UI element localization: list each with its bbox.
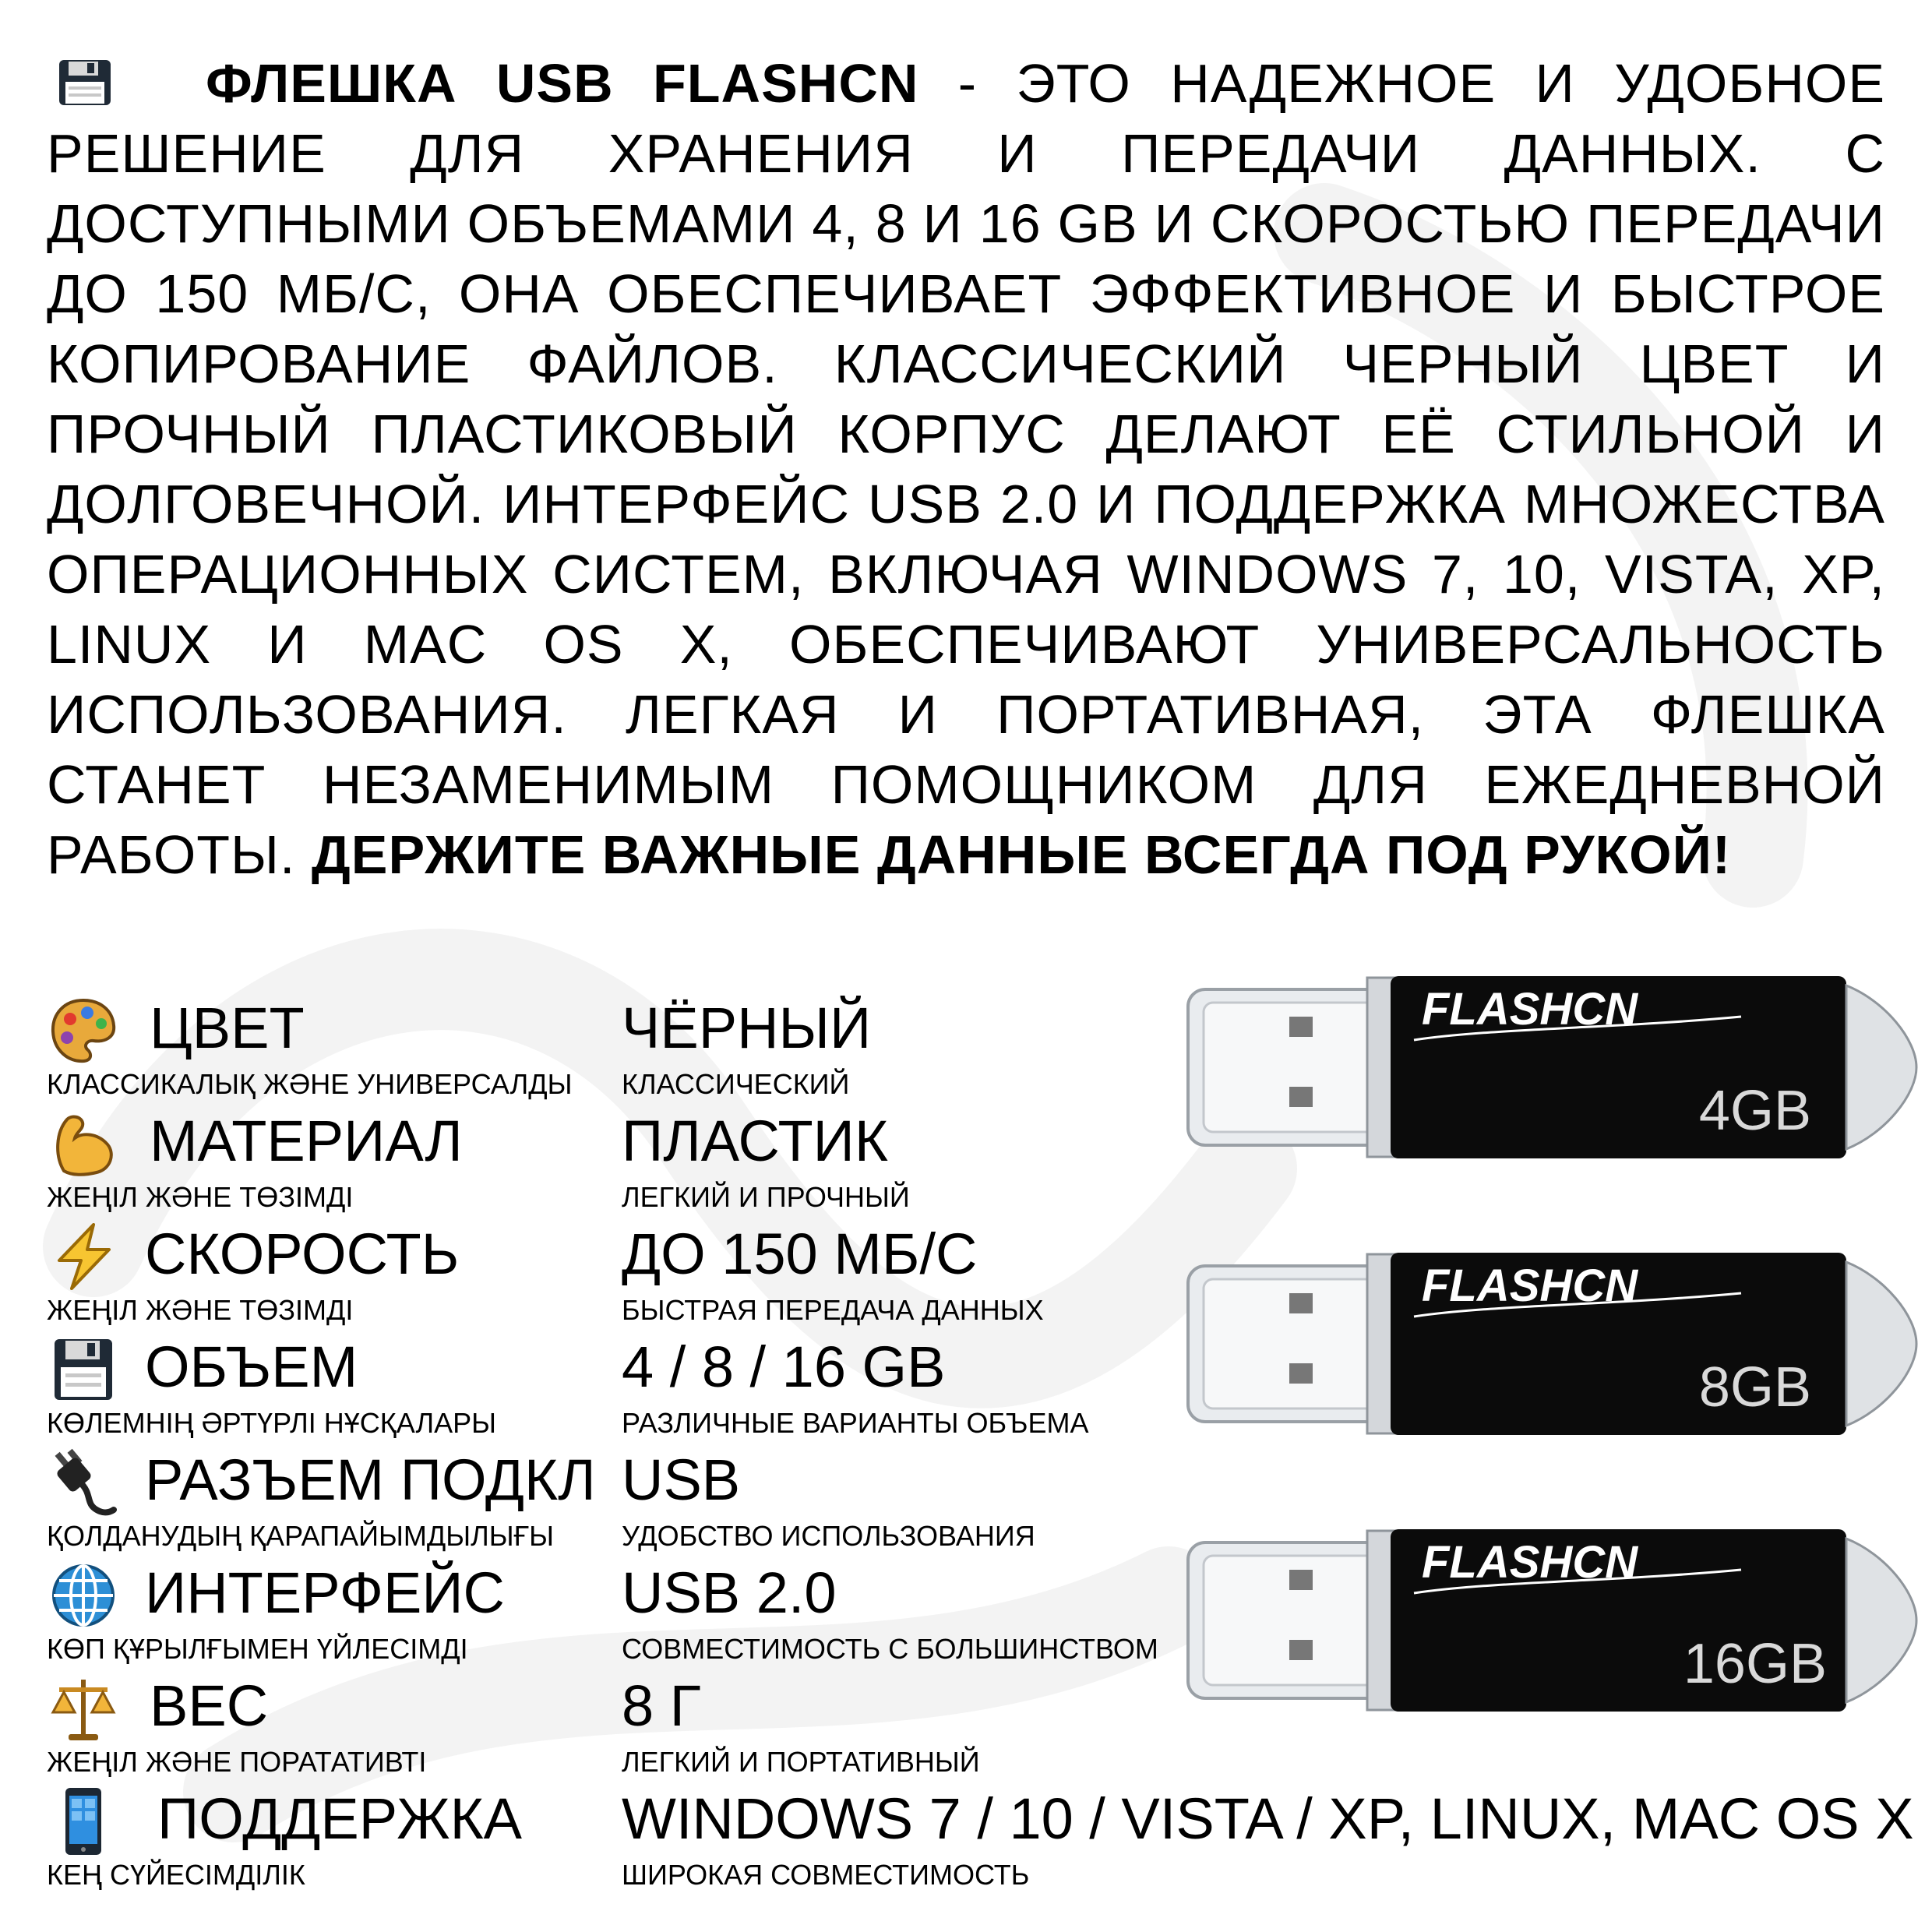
spec-value-note: БЫСТРАЯ ПЕРЕДАЧА ДАННЫХ — [622, 1294, 1044, 1326]
spec-sublabel: КЕҢ СҮЙЕСІМДІЛІК — [47, 1859, 305, 1891]
spec-value: USB 2.0 — [622, 1560, 837, 1625]
spec-value: ДО 150 МБ/С — [622, 1222, 978, 1286]
spec-label: ЦВЕТ — [150, 996, 305, 1060]
spec-label: МАТЕРИАЛ — [150, 1109, 463, 1173]
flexed-biceps-icon — [48, 1109, 118, 1179]
spec-row-interface — [47, 1553, 1184, 1666]
spec-row-weight — [47, 1666, 1184, 1779]
spec-label: СКОРОСТЬ — [145, 1222, 460, 1286]
globe-icon — [48, 1560, 118, 1631]
usb-drive-16gb — [1180, 1523, 1920, 1718]
spec-sublabel: КӨЛЕМНІҢ ӘРТҮРЛІ НҰСҚАЛАРЫ — [47, 1407, 497, 1439]
spec-value-note: РАЗЛИЧНЫЕ ВАРИАНТЫ ОБЪЕМА — [622, 1407, 1089, 1439]
spec-value: ЧЁРНЫЙ — [622, 996, 872, 1060]
floppy-disk-icon — [48, 1334, 118, 1405]
spec-value-note: СОВМЕСТИМОСТЬ С БОЛЬШИНСТВОМ — [622, 1633, 1158, 1665]
product-brand: ФЛЕШКА USB FLASHCN — [206, 53, 919, 114]
spec-label: ПОДДЕРЖКА — [157, 1786, 523, 1851]
spec-value: WINDOWS 7 / 10 / VISTA / XP, LINUX, MAC OS X — [622, 1786, 1914, 1851]
spec-value: ПЛАСТИК — [622, 1109, 888, 1173]
spec-value-note: УДОБСТВО ИСПОЛЬЗОВАНИЯ — [622, 1520, 1035, 1552]
drive-brand: FLASHCN — [1422, 984, 1638, 1035]
drive-brand: FLASHCN — [1422, 1260, 1638, 1311]
drive-capacity: 16GB — [1683, 1633, 1827, 1695]
spec-sublabel: ЖЕҢІЛ ЖӘНЕ ТӨЗІМДІ — [47, 1181, 354, 1213]
spec-sublabel: ҚОЛДАНУДЫҢ ҚАРАПАЙЫМДЫЛЫҒЫ — [47, 1520, 555, 1552]
spec-sublabel: КЛАССИКАЛЫҚ ЖӘНЕ УНИВЕРСАЛДЫ — [47, 1068, 573, 1100]
description-text: - ЭТО НАДЕЖНОЕ И УДОБНОЕ РЕШЕНИЕ ДЛЯ ХРАНЕНИЯ И ПЕРЕДАЧИ ДАННЫХ. С ДОСТУПНЫМИ ОБЪЕМАМИ 4, 8 И 16 GB И СКОРОСТЬЮ ПЕРЕДАЧИ ДО 150 МБ/С, ОНА ОБЕСПЕЧИВАЕТ ЭФФЕКТИВНОЕ И БЫСТРОЕ КОПИРОВАНИЕ ФАЙЛОВ. КЛАССИЧЕСКИЙ ЧЕРНЫЙ ЦВЕТ И ПРОЧНЫЙ ПЛАСТИКОВЫЙ КОРПУС ДЕЛАЮТ ЕЁ СТИЛЬНОЙ И ДОЛГОВЕЧНОЙ. ИНТЕРФЕЙС USB 2.0 И ПОДДЕРЖКА МНОЖЕСТВА ОПЕРАЦИОННЫХ СИСТЕМ, ВКЛЮЧАЯ WINDOWS 7, 10, VISTA, XP, LINUX И MAC OS X, ОБЕСПЕЧИВАЮТ УНИВЕРСАЛЬНОСТЬ ИСПОЛЬЗОВАНИЯ. ЛЕГКАЯ И ПОРТАТИВНАЯ, ЭТА ФЛЕШКА СТАНЕТ НЕЗАМЕНИМЫМ ПОМОЩНИКОМ ДЛЯ ЕЖЕДНЕВНОЙ РАБОТЫ. — [47, 53, 1886, 885]
drive-capacity: 8GB — [1698, 1356, 1811, 1419]
spec-value-note: ЛЕГКИЙ И ПРОЧНЫЙ — [622, 1181, 910, 1213]
spec-row-speed — [47, 1214, 1184, 1327]
spec-row-color — [47, 988, 1184, 1101]
lightning-icon — [48, 1222, 118, 1292]
spec-value: 8 Г — [622, 1673, 701, 1738]
spec-sublabel: ЖЕҢІЛ ЖӘНЕ ПОРАТАТИВТІ — [47, 1746, 427, 1778]
spec-label: ОБЪЕМ — [145, 1334, 358, 1399]
spec-sublabel: КӨП ҚҰРЫЛҒЫМЕН ҮЙЛЕСІМДІ — [47, 1633, 468, 1665]
closing-slogan: ДЕРЖИТЕ ВАЖНЫЕ ДАННЫЕ ВСЕГДА ПОД РУКОЙ! — [311, 824, 1732, 885]
spec-label: ВЕС — [150, 1673, 269, 1738]
floppy-disk-icon — [58, 53, 112, 101]
spec-value-note: ШИРОКАЯ СОВМЕСТИМОСТЬ — [622, 1859, 1030, 1891]
spec-label: РАЗЪЕМ ПОДКЛ — [145, 1447, 596, 1512]
spec-value-note: КЛАССИЧЕСКИЙ — [622, 1068, 850, 1100]
spec-row-support — [47, 1779, 1914, 1891]
spec-sublabel: ЖЕҢІЛ ЖӘНЕ ТӨЗІМДІ — [47, 1294, 354, 1326]
spec-row-connector — [47, 1440, 1184, 1553]
electric-plug-icon — [48, 1447, 118, 1518]
description-paragraph — [47, 48, 1885, 890]
mobile-phone-icon — [48, 1786, 118, 1856]
palette-icon — [48, 996, 118, 1066]
spec-value-note: ЛЕГКИЙ И ПОРТАТИВНЫЙ — [622, 1746, 980, 1778]
usb-drive-4gb — [1180, 970, 1920, 1165]
spec-row-volume — [47, 1327, 1184, 1440]
spec-label: ИНТЕРФЕЙС — [145, 1560, 505, 1625]
drive-brand: FLASHCN — [1422, 1537, 1638, 1588]
spec-value: 4 / 8 / 16 GB — [622, 1334, 946, 1399]
spec-row-material — [47, 1101, 1184, 1214]
balance-scale-icon — [48, 1673, 118, 1743]
spec-value: USB — [622, 1447, 741, 1512]
usb-drive-8gb — [1180, 1246, 1920, 1441]
drive-capacity: 4GB — [1698, 1080, 1811, 1142]
